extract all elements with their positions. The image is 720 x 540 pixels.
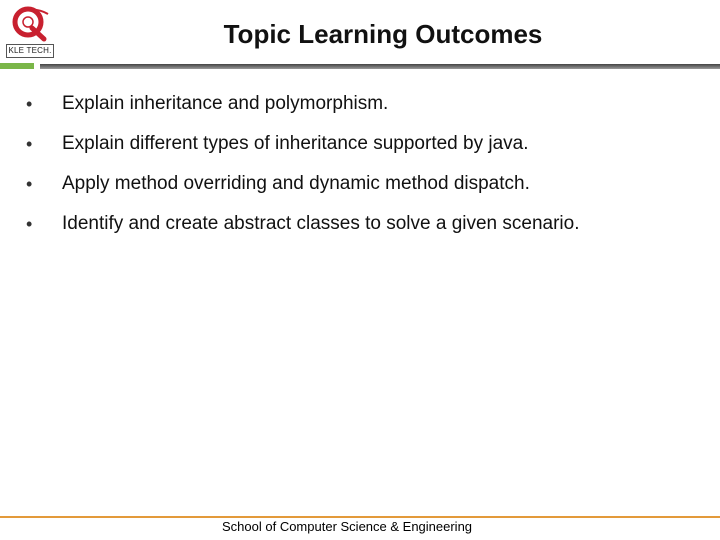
- logo-mark-icon: [10, 6, 52, 42]
- list-item-text: Apply method overriding and dynamic method dispatch.: [62, 173, 530, 194]
- list-item-text: Explain inheritance and polymorphism.: [62, 93, 389, 114]
- footer-text: School of Computer Science & Engineering: [222, 519, 473, 534]
- outcomes-list: [0, 86, 720, 246]
- header-accent: [0, 63, 34, 69]
- list-item: [0, 206, 720, 246]
- list-item: [0, 166, 720, 206]
- list-item-text: Identify and create abstract classes to solve a given scenario.: [62, 213, 580, 234]
- header-divider: [40, 64, 720, 69]
- bullet-icon: •: [26, 174, 33, 194]
- bullet-icon: •: [26, 134, 33, 154]
- bullet-icon: •: [26, 214, 33, 234]
- list-item-text: Explain different types of inheritance supported by java.: [62, 133, 529, 154]
- list-item: [0, 86, 720, 126]
- list-item: [0, 126, 720, 166]
- kle-tech-logo: [6, 6, 56, 58]
- slide-title: Topic Learning Outcomes: [223, 19, 543, 49]
- logo-text: KLE TECH.: [6, 44, 54, 58]
- bullet-icon: •: [26, 94, 33, 114]
